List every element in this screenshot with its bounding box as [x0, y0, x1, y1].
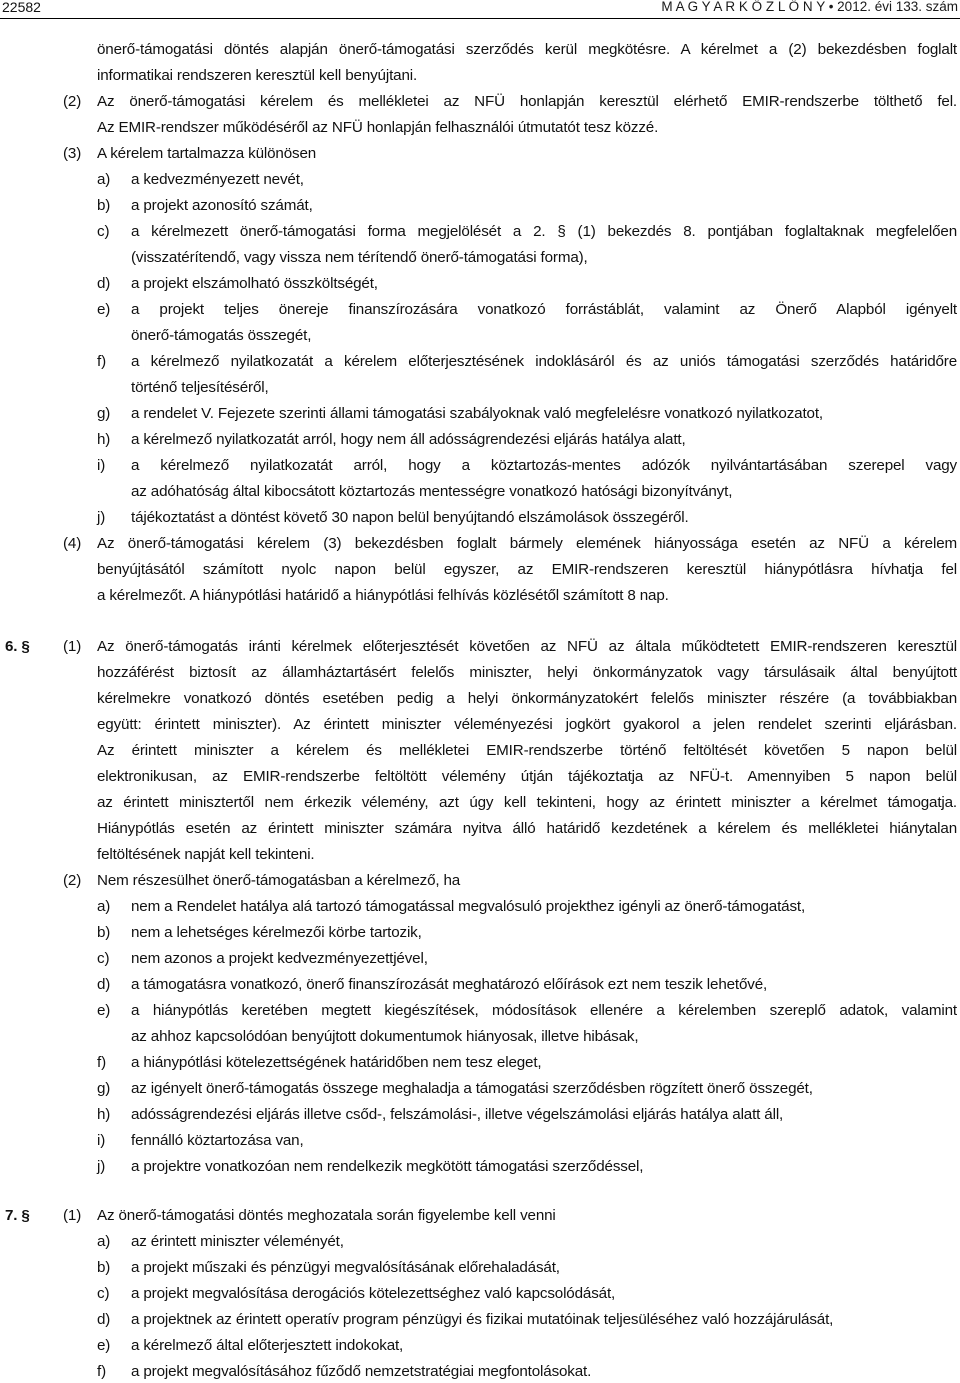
- list-item-text: a projekt műszaki és pénzügyi megvalósításának előrehaladását,: [131, 1259, 560, 1276]
- para-4-line: a kérelmezőt. A hiánypótlási határidő a hiánypótlási felhívás közlésétől számított 8 nap.: [97, 587, 669, 604]
- list-item-text: a projekt azonosító számát,: [131, 197, 313, 214]
- list-item-label: a): [97, 171, 111, 188]
- intro-line-1: önerő-támogatási döntés alapján önerő-támogatási szerződés kerül megkötésre. A kérelmet a (2) bekezdésben foglalt: [97, 41, 957, 58]
- list-item-text: az érintett miniszter véleményét,: [131, 1233, 344, 1250]
- s6-para-2-intro: Nem részesülhet önerő-támogatásban a kérelmező, ha: [97, 872, 461, 889]
- list-item-label: c): [97, 1285, 110, 1302]
- page-header: [0, 0, 960, 19]
- s6-para-2-number: (2): [63, 872, 82, 889]
- paragraph-line: kérelmekre vonatkozó döntés esetében pedig a helyi önkormányzatokért felelős miniszter részére (a továbbiakban: [97, 690, 957, 707]
- paragraph-line: Az önerő-támogatás iránti kérelmek előterjesztését követően az NFÜ az általa működtetett EMIR-rendszeren keresztül: [97, 638, 957, 655]
- list-item-label: j): [97, 509, 106, 526]
- list-item-text: történő teljesítéséről,: [131, 379, 269, 396]
- list-item-label: g): [97, 1080, 111, 1097]
- paragraph-line: az érintett minisztertől nem érkezik vélemény, azt úgy kell tekinteni, hogy az érintett miniszter a kérelmet támogatja.: [97, 794, 957, 811]
- page-number: 22582: [2, 0, 41, 15]
- list-item-text: a projektre vonatkozóan nem rendelkezik megkötött támogatási szerződéssel,: [131, 1158, 644, 1175]
- list-item-text: tájékoztatást a döntést követő 30 napon belül benyújtandó elszámolások összegéről.: [131, 509, 689, 526]
- para-2-line-1: Az önerő-támogatási kérelem és mellékletei az NFÜ honlapján keresztül elérhető EMIR-rendszerbe tölthető fel.: [97, 93, 957, 110]
- list-item-label: c): [97, 950, 110, 967]
- paragraph-line: Az érintett miniszter a kérelem és mellékletei EMIR-rendszerbe történő feltöltését követően 5 napon belül: [97, 742, 957, 759]
- para-3-intro: A kérelem tartalmazza különösen: [97, 145, 317, 162]
- list-item-text: a projektnek az érintett operatív program pénzügyi és fizikai mutatóinak teljesüléséhez való hozzájárulását,: [131, 1311, 834, 1328]
- para-4-line: Az önerő-támogatási kérelem (3) bekezdésben foglalt bármely elemének hiányossága esetén az NFÜ a kérelem: [97, 535, 957, 552]
- list-item-label: h): [97, 1106, 111, 1123]
- list-item-text: a hiánypótlás keretében megtett kiegészítések, módosítások ellenére a kérelemben szereplő adatok, valamint: [131, 1002, 957, 1019]
- para-4-line: benyújtásától számított nyolc napon belül egyszer, az EMIR-rendszeren keresztül hiánypótlásra hívhatja fel: [97, 561, 957, 578]
- list-item-text: nem a Rendelet hatálya alá tartozó támogatással megvalósuló projekthez igényli az önerő-támogatást,: [131, 898, 806, 915]
- list-item-text: az ahhoz kapcsolódóan benyújtott dokumentumok hiányosak, illetve hibásak,: [131, 1028, 639, 1045]
- s6-para-1-number: (1): [63, 638, 82, 655]
- list-item-text: a kérelmező nyilatkozatát arról, hogy nem áll adósságrendezési eljárás hatálya alatt,: [131, 431, 686, 448]
- list-item-text: a kedvezményezett nevét,: [131, 171, 304, 188]
- list-item-text: önerő-támogatás összegét,: [131, 327, 312, 344]
- para-3-number: (3): [63, 145, 82, 162]
- list-item-label: i): [97, 1132, 106, 1149]
- paragraph-line: hozzáférést biztosít az államháztartásért felelős miniszter, helyi önkormányzatok vagy társulásaik által benyújtott: [97, 664, 957, 681]
- paragraph-line: feltöltésének napját kell tekinteni.: [97, 846, 315, 863]
- list-item-text: a kérelmező nyilatkozatát arról, hogy a köztartozás-mentes adózók nyilvántartásában szerepel vagy: [131, 457, 957, 474]
- list-item-text: a projekt megvalósítása derogációs kötelezettséghez való kapcsolódását,: [131, 1285, 616, 1302]
- list-item-text: a támogatásra vonatkozó, önerő finanszírozását meghatározó előírások ezt nem teszik lehetővé,: [131, 976, 768, 993]
- list-item-label: d): [97, 275, 111, 292]
- list-item-text: nem a lehetséges kérelmezői körbe tartozik,: [131, 924, 422, 941]
- s7-para-1-intro: Az önerő-támogatási döntés meghozatala során figyelembe kell venni: [97, 1207, 556, 1224]
- list-item-label: b): [97, 1259, 111, 1276]
- list-item-label: g): [97, 405, 111, 422]
- list-item-label: f): [97, 1054, 106, 1071]
- list-item-text: a rendelet V. Fejezete szerinti állami támogatási szabályoknak való megfelelésre vonatkozó nyilatkozatot,: [131, 405, 823, 422]
- list-item-text: a projekt megvalósításához fűződő nemzetstratégiai megfontolásokat.: [131, 1363, 592, 1380]
- para-2-line-2: Az EMIR-rendszer működéséről az NFÜ honlapján felhasználói útmutatót tesz közzé.: [97, 119, 659, 136]
- list-item-label: j): [97, 1158, 106, 1175]
- list-item-label: d): [97, 976, 111, 993]
- paragraph-line: együtt: érintett miniszter). Az érintett miniszter véleményezési jogkört gyakorol a jelen rendelet szerinti eljárásban.: [97, 716, 957, 733]
- list-item-label: d): [97, 1311, 111, 1328]
- list-item-text: adósságrendezési eljárás illetve csőd-, felszámolási-, illetve végelszámolási eljárás hatálya alatt áll,: [131, 1106, 784, 1123]
- journal-title: M A G Y A R K Ö Z L Ö N Y • 2012. évi 133. szám: [661, 0, 958, 14]
- list-item-label: c): [97, 223, 110, 240]
- list-item-text: a kérelmezett önerő-támogatási forma megjelölését a 2. § (1) bekezdés 8. pontjában foglaltaknak megfelelően: [131, 223, 957, 240]
- header-rule: [0, 18, 960, 19]
- list-item-text: (visszatérítendő, vagy vissza nem térítendő önerő-támogatási forma),: [131, 249, 588, 266]
- list-item-text: a kérelmező által előterjesztett indokokat,: [131, 1337, 404, 1354]
- list-item-label: e): [97, 1002, 111, 1019]
- list-item-label: e): [97, 301, 111, 318]
- list-item-text: az igényelt önerő-támogatás összege meghaladja a támogatási szerződésben rögzített önerő összegét,: [131, 1080, 813, 1097]
- para-4-number: (4): [63, 535, 82, 552]
- list-item-label: b): [97, 924, 111, 941]
- section-6-number: 6. §: [5, 638, 30, 655]
- list-item-text: fennálló köztartozása van,: [131, 1132, 304, 1149]
- list-item-label: e): [97, 1337, 111, 1354]
- list-item-text: a projekt elszámolható összköltségét,: [131, 275, 378, 292]
- intro-line-2: informatikai rendszeren keresztül kell benyújtani.: [97, 67, 418, 84]
- list-item-label: f): [97, 353, 106, 370]
- para-2-number: (2): [63, 93, 82, 110]
- list-item-text: a kérelmező nyilatkozatát a kérelem előterjesztésének indoklásáról és az uniós támogatási szerződés határidőre: [131, 353, 957, 370]
- list-item-label: a): [97, 1233, 111, 1250]
- section-7-number: 7. §: [5, 1207, 30, 1224]
- list-item-text: a projekt teljes önereje finanszírozására vonatkozó forrástáblát, valamint az Önerő Alapból igényelt: [131, 301, 957, 318]
- paragraph-line: elektronikusan, az EMIR-rendszerbe feltöltött vélemény útján tájékoztatja az NFÜ-t. Amennyiben 5 napon belül: [97, 768, 957, 785]
- list-item-label: i): [97, 457, 106, 474]
- s7-para-1-number: (1): [63, 1207, 82, 1224]
- paragraph-line: Hiánypótlás esetén az érintett miniszter számára nyitva álló határidő kezdetének a kérelem és mellékletei hiánytalan: [97, 820, 957, 837]
- list-item-text: a hiánypótlási kötelezettségének határidőben nem tesz eleget,: [131, 1054, 542, 1071]
- list-item-text: az adóhatóság által kibocsátott köztartozás mentességre vonatkozó hatósági bizonyítványt,: [131, 483, 733, 500]
- list-item-label: f): [97, 1363, 106, 1380]
- list-item-label: a): [97, 898, 111, 915]
- list-item-text: nem azonos a projekt kedvezményezettjével,: [131, 950, 428, 967]
- list-item-label: b): [97, 197, 111, 214]
- list-item-label: h): [97, 431, 111, 448]
